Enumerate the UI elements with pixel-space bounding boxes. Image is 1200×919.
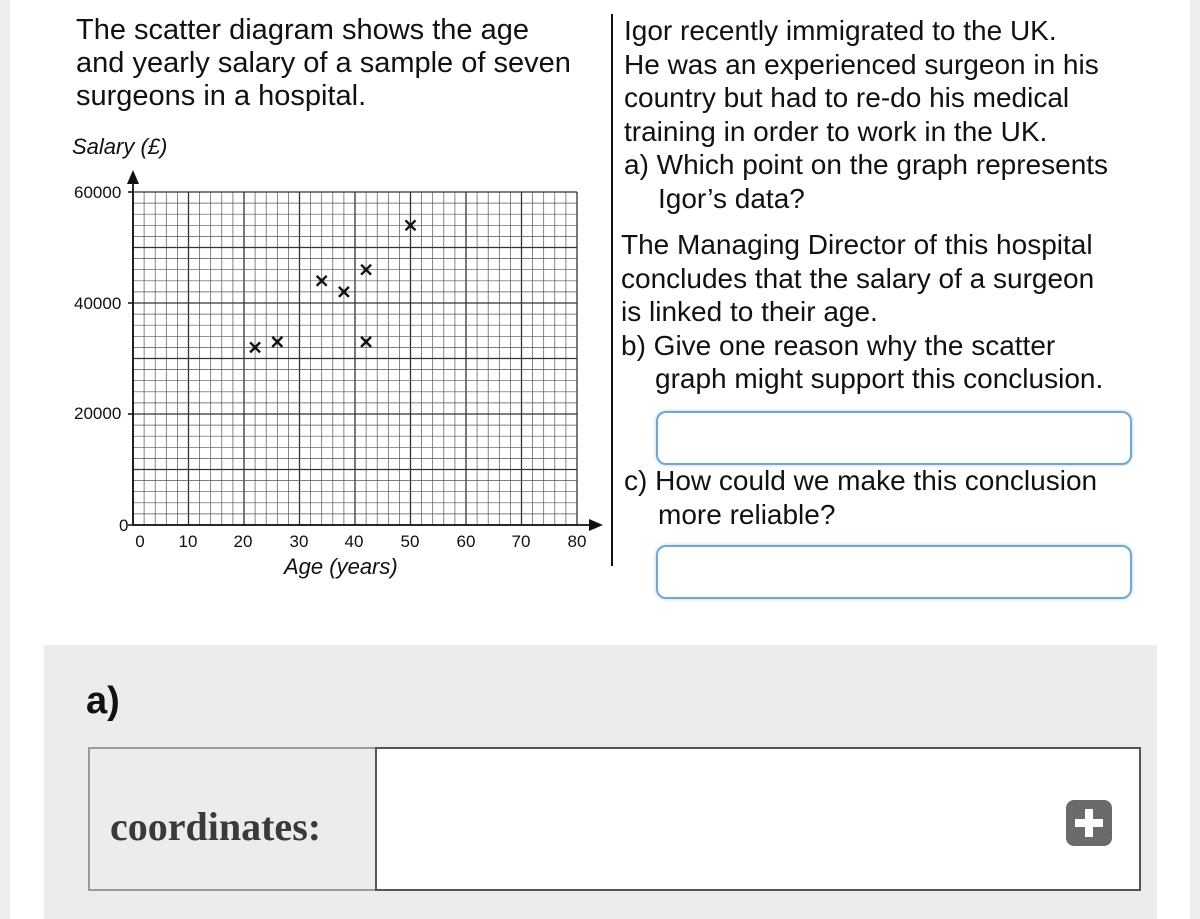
- x-tick-label: 10: [178, 532, 198, 551]
- part-c-question: c) How could we make this conclusion: [624, 465, 1098, 496]
- director-statement: [621, 228, 1103, 396]
- y-tick-label: 40000: [74, 294, 122, 313]
- context-line: training in order to work in the UK.: [624, 115, 1048, 147]
- part-c-question-block: [624, 464, 1097, 531]
- x-tick-label: 40: [344, 532, 364, 551]
- x-tick-label: 0: [135, 532, 145, 551]
- question-context: [624, 14, 1108, 215]
- part-c-question: more reliable?: [658, 498, 836, 530]
- part-c-answer-input[interactable]: [656, 545, 1132, 599]
- intro-line: The scatter diagram shows the age: [76, 14, 529, 46]
- x-tick-label: 30: [289, 532, 309, 551]
- question-intro: [76, 14, 606, 113]
- context-line: He was an experienced surgeon in his: [624, 48, 1099, 80]
- director-line: The Managing Director of this hospital: [621, 229, 1093, 260]
- x-tick-label: 20: [233, 532, 253, 551]
- y-axis-title: Salary (£): [72, 134, 168, 159]
- coordinates-input[interactable]: [375, 747, 1141, 891]
- y-tick-label: 60000: [74, 183, 122, 202]
- part-a-label: a): [86, 680, 120, 722]
- context-line: country but had to re-do his medical: [624, 82, 1070, 113]
- x-axis-title: Age (years): [284, 554, 398, 579]
- part-a-question: Igor’s data?: [658, 182, 805, 214]
- context-line: Igor recently immigrated to the UK.: [624, 15, 1057, 46]
- director-line: is linked to their age.: [621, 296, 878, 327]
- x-tick-label: 80: [567, 532, 587, 551]
- part-a-question: a) Which point on the graph represents: [624, 149, 1109, 180]
- x-tick-label: 70: [511, 532, 531, 551]
- director-line: concludes that the salary of a surgeon: [621, 262, 1095, 294]
- coordinates-label: coordinates:: [110, 804, 322, 849]
- x-tick-label: 50: [400, 532, 420, 551]
- part-b-question: graph might support this conclusion.: [655, 363, 1104, 394]
- y-tick-label: 20000: [74, 404, 122, 423]
- intro-line: and yearly salary of a sample of seven: [76, 47, 571, 79]
- y-tick-label: 0: [119, 516, 129, 535]
- part-b-answer-input[interactable]: [656, 411, 1132, 465]
- column-divider: [611, 14, 613, 566]
- intro-line: surgeons in a hospital.: [76, 80, 367, 112]
- x-tick-label: 60: [456, 532, 476, 551]
- add-button[interactable]: [1066, 800, 1112, 846]
- part-b-question: b) Give one reason why the scatter: [621, 329, 1056, 361]
